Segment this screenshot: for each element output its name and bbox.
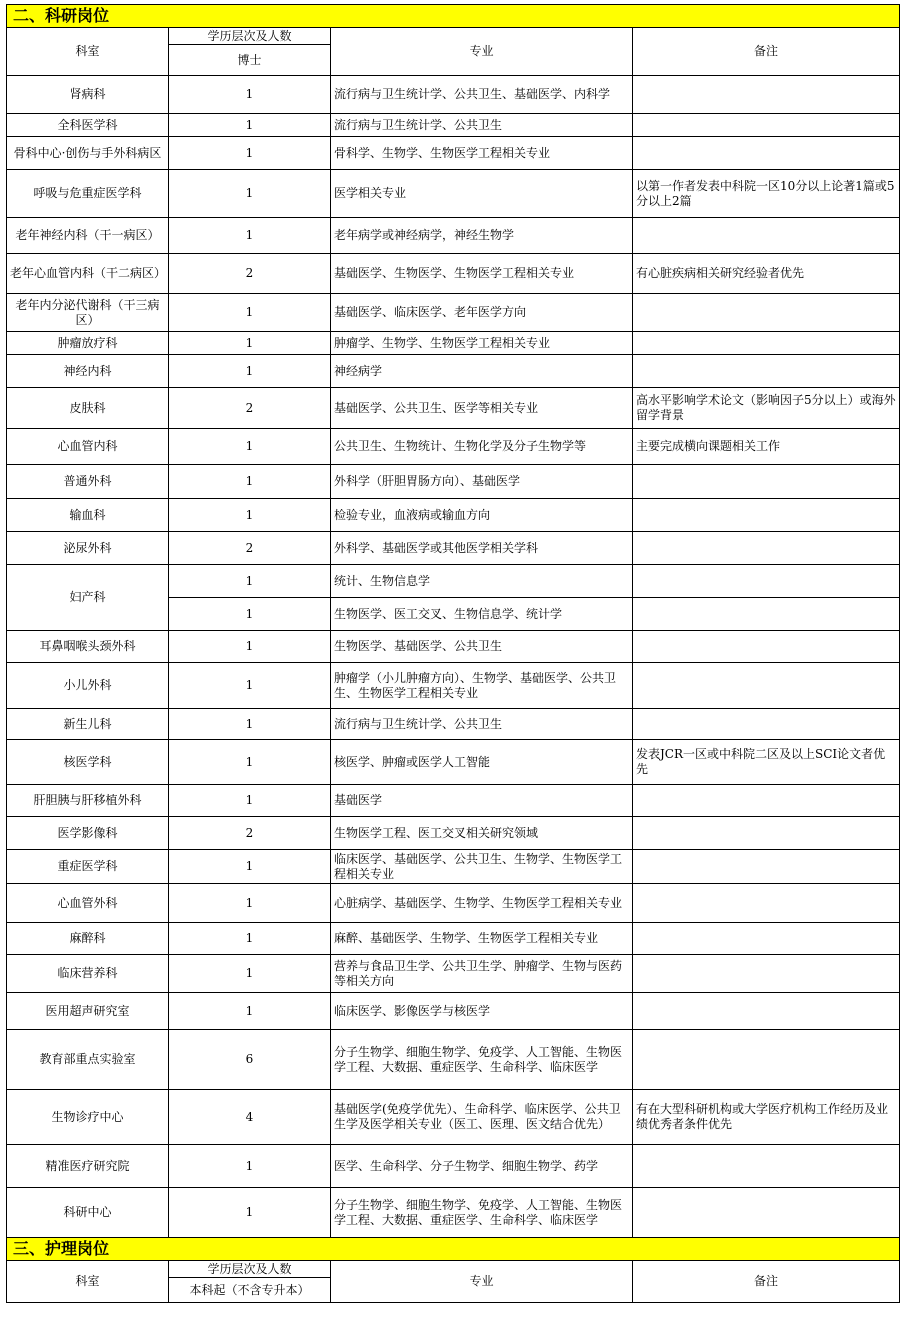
note-cell: [633, 993, 900, 1030]
dept-cell: 精准医疗研究院: [7, 1145, 169, 1188]
major-cell: 营养与食品卫生学、公共卫生学、肿瘤学、生物与医药等相关方向: [331, 955, 633, 993]
header-edu-group: 学历层次及人数: [169, 28, 331, 45]
dept-cell: 老年内分泌代谢科（干三病区）: [7, 294, 169, 332]
major-cell: 生物医学、医工交叉、生物信息学、统计学: [331, 598, 633, 631]
section-nursing-row: [7, 1238, 900, 1261]
note-cell: [633, 850, 900, 884]
note-cell: [633, 332, 900, 355]
count-cell: 1: [169, 955, 331, 993]
table-row: [7, 709, 900, 740]
dept-cell: 全科医学科: [7, 114, 169, 137]
table-row: [7, 850, 900, 884]
dept-cell: 肝胆胰与肝移植外科: [7, 785, 169, 817]
note-cell: [633, 565, 900, 598]
major-cell: 外科学、基础医学或其他医学相关学科: [331, 532, 633, 565]
note-cell: [633, 923, 900, 955]
dept-cell: 骨科中心·创伤与手外科病区: [7, 137, 169, 170]
note-cell: [633, 294, 900, 332]
dept-cell: 普通外科: [7, 465, 169, 499]
dept-cell: 输血科: [7, 499, 169, 532]
section-nursing-title: 三、护理岗位: [7, 1238, 900, 1261]
table-row: [7, 532, 900, 565]
dept-cell: 临床营养科: [7, 955, 169, 993]
count-cell: 6: [169, 1030, 331, 1090]
major-cell: 神经病学: [331, 355, 633, 388]
major-cell: 核医学、肿瘤或医学人工智能: [331, 740, 633, 785]
table-row: [7, 1030, 900, 1090]
dept-cell: 重症医学科: [7, 850, 169, 884]
table-row: [7, 465, 900, 499]
count-cell: 1: [169, 355, 331, 388]
major-cell: 基础医学: [331, 785, 633, 817]
nursing-header-row-1: [7, 1261, 900, 1278]
note-cell: 有心脏疾病相关研究经验者优先: [633, 254, 900, 294]
major-cell: 肿瘤学、生物学、生物医学工程相关专业: [331, 332, 633, 355]
note-cell: 主要完成横向课题相关工作: [633, 429, 900, 465]
major-cell: 流行病与卫生统计学、公共卫生、基础医学、内科学: [331, 76, 633, 114]
count-cell: 1: [169, 884, 331, 923]
table-row: [7, 993, 900, 1030]
recruitment-sheet: [6, 4, 899, 1303]
major-cell: 临床医学、基础医学、公共卫生、生物学、生物医学工程相关专业: [331, 850, 633, 884]
table-row: [7, 355, 900, 388]
note-cell: [633, 1188, 900, 1238]
count-cell: 1: [169, 663, 331, 709]
major-cell: 生物医学、基础医学、公共卫生: [331, 631, 633, 663]
table-row: [7, 1188, 900, 1238]
note-cell: [633, 76, 900, 114]
major-cell: 基础医学(免疫学优先）、生命科学、临床医学、公共卫生学及医学相关专业（医工、医理、医文结合优先）: [331, 1090, 633, 1145]
table-row: [7, 1090, 900, 1145]
count-cell: 1: [169, 332, 331, 355]
dept-cell: 小儿外科: [7, 663, 169, 709]
dept-cell: 新生儿科: [7, 709, 169, 740]
dept-cell: 肾病科: [7, 76, 169, 114]
note-cell: [633, 955, 900, 993]
table-row: [7, 565, 900, 598]
count-cell: 1: [169, 709, 331, 740]
major-cell: 麻醉、基础医学、生物学、生物医学工程相关专业: [331, 923, 633, 955]
nursing-header-dept: 科室: [7, 1261, 169, 1303]
note-cell: [633, 785, 900, 817]
major-cell: 基础医学、生物医学、生物医学工程相关专业: [331, 254, 633, 294]
major-cell: 基础医学、临床医学、老年医学方向: [331, 294, 633, 332]
header-dept: 科室: [7, 28, 169, 76]
dept-cell: 老年心血管内科（干二病区）: [7, 254, 169, 294]
section-research-title: 二、科研岗位: [7, 5, 900, 28]
major-cell: 临床医学、影像医学与核医学: [331, 993, 633, 1030]
table-row: [7, 254, 900, 294]
count-cell: 2: [169, 532, 331, 565]
count-cell: 1: [169, 598, 331, 631]
count-cell: 1: [169, 923, 331, 955]
note-cell: 发表JCR一区或中科院二区及以上SCI论文者优先: [633, 740, 900, 785]
table-row: [7, 170, 900, 218]
table-row: [7, 631, 900, 663]
count-cell: 1: [169, 465, 331, 499]
note-cell: [633, 499, 900, 532]
major-cell: 流行病与卫生统计学、公共卫生: [331, 709, 633, 740]
dept-cell: 耳鼻咽喉头颈外科: [7, 631, 169, 663]
note-cell: [633, 465, 900, 499]
note-cell: [633, 218, 900, 254]
nursing-header-major: 专业: [331, 1261, 633, 1303]
dept-cell: 心血管外科: [7, 884, 169, 923]
dept-cell: 医学影像科: [7, 817, 169, 850]
dept-cell: 麻醉科: [7, 923, 169, 955]
table-row: [7, 884, 900, 923]
note-cell: [633, 1145, 900, 1188]
major-cell: 基础医学、公共卫生、医学等相关专业: [331, 388, 633, 429]
major-cell: 肿瘤学（小儿肿瘤方向）、生物学、基础医学、公共卫生、生物医学工程相关专业: [331, 663, 633, 709]
major-cell: 生物医学工程、医工交叉相关研究领域: [331, 817, 633, 850]
header-edu-level: 博士: [169, 45, 331, 76]
dept-cell: 科研中心: [7, 1188, 169, 1238]
header-major: 专业: [331, 28, 633, 76]
table-row: [7, 923, 900, 955]
note-cell: [633, 631, 900, 663]
dept-cell: 核医学科: [7, 740, 169, 785]
note-cell: [633, 709, 900, 740]
count-cell: 1: [169, 785, 331, 817]
count-cell: 1: [169, 631, 331, 663]
table-row: [7, 663, 900, 709]
section-research-row: [7, 5, 900, 28]
count-cell: 1: [169, 429, 331, 465]
dept-cell: 泌尿外科: [7, 532, 169, 565]
count-cell: 1: [169, 218, 331, 254]
dept-cell: 心血管内科: [7, 429, 169, 465]
count-cell: 4: [169, 1090, 331, 1145]
table-row: [7, 740, 900, 785]
major-cell: 分子生物学、细胞生物学、免疫学、人工智能、生物医学工程、大数据、重症医学、生命科学、临床医学: [331, 1030, 633, 1090]
dept-cell: 老年神经内科（干一病区）: [7, 218, 169, 254]
nursing-header-note: 备注: [633, 1261, 900, 1303]
count-cell: 1: [169, 137, 331, 170]
nursing-header-edu-group: 学历层次及人数: [169, 1261, 331, 1278]
major-cell: 老年病学或神经病学，神经生物学: [331, 218, 633, 254]
note-cell: 有在大型科研机构或大学医疗机构工作经历及业绩优秀者条件优先: [633, 1090, 900, 1145]
note-cell: [633, 532, 900, 565]
table-row: [7, 218, 900, 254]
table-row: [7, 499, 900, 532]
count-cell: 1: [169, 740, 331, 785]
dept-cell: 神经内科: [7, 355, 169, 388]
major-cell: 分子生物学、细胞生物学、免疫学、人工智能、生物医学工程、大数据、重症医学、生命科学、临床医学: [331, 1188, 633, 1238]
dept-cell: 医用超声研究室: [7, 993, 169, 1030]
note-cell: [633, 817, 900, 850]
count-cell: 1: [169, 76, 331, 114]
table-row: [7, 294, 900, 332]
count-cell: 1: [169, 850, 331, 884]
major-cell: 流行病与卫生统计学、公共卫生: [331, 114, 633, 137]
note-cell: [633, 1030, 900, 1090]
major-cell: 医学、生命科学、分子生物学、细胞生物学、药学: [331, 1145, 633, 1188]
count-cell: 1: [169, 1188, 331, 1238]
count-cell: 2: [169, 254, 331, 294]
count-cell: 2: [169, 388, 331, 429]
nursing-header-edu-level: 本科起（不含专升本）: [169, 1278, 331, 1303]
note-cell: 以第一作者发表中科院一区10分以上论著1篇或5分以上2篇: [633, 170, 900, 218]
dept-cell: 教育部重点实验室: [7, 1030, 169, 1090]
major-cell: 公共卫生、生物统计、生物化学及分子生物学等: [331, 429, 633, 465]
note-cell: [633, 114, 900, 137]
dept-cell: 皮肤科: [7, 388, 169, 429]
note-cell: [633, 884, 900, 923]
table-row: [7, 388, 900, 429]
table-row: [7, 785, 900, 817]
table-row: [7, 137, 900, 170]
count-cell: 1: [169, 499, 331, 532]
count-cell: 1: [169, 114, 331, 137]
count-cell: 2: [169, 817, 331, 850]
table-row: [7, 332, 900, 355]
note-cell: [633, 355, 900, 388]
table-row: [7, 429, 900, 465]
count-cell: 1: [169, 565, 331, 598]
note-cell: [633, 137, 900, 170]
table-row: [7, 76, 900, 114]
count-cell: 1: [169, 170, 331, 218]
major-cell: 心脏病学、基础医学、生物学、生物医学工程相关专业: [331, 884, 633, 923]
major-cell: 外科学（肝胆胃肠方向）、基础医学: [331, 465, 633, 499]
table-row: [7, 817, 900, 850]
count-cell: 1: [169, 294, 331, 332]
dept-cell: 肿瘤放疗科: [7, 332, 169, 355]
dept-cell: 妇产科: [7, 565, 169, 631]
major-cell: 骨科学、生物学、生物医学工程相关专业: [331, 137, 633, 170]
major-cell: 统计、生物信息学: [331, 565, 633, 598]
table-row: [7, 1145, 900, 1188]
note-cell: [633, 598, 900, 631]
research-header-row-1: [7, 28, 900, 45]
count-cell: 1: [169, 993, 331, 1030]
dept-cell: 生物诊疗中心: [7, 1090, 169, 1145]
header-note: 备注: [633, 28, 900, 76]
dept-cell: 呼吸与危重症医学科: [7, 170, 169, 218]
major-cell: 检验专业，血液病或输血方向: [331, 499, 633, 532]
table-row: [7, 114, 900, 137]
positions-table: [6, 4, 900, 1303]
note-cell: 高水平影响学术论文（影响因子5分以上）或海外留学背景: [633, 388, 900, 429]
count-cell: 1: [169, 1145, 331, 1188]
note-cell: [633, 663, 900, 709]
major-cell: 医学相关专业: [331, 170, 633, 218]
table-row: [7, 955, 900, 993]
